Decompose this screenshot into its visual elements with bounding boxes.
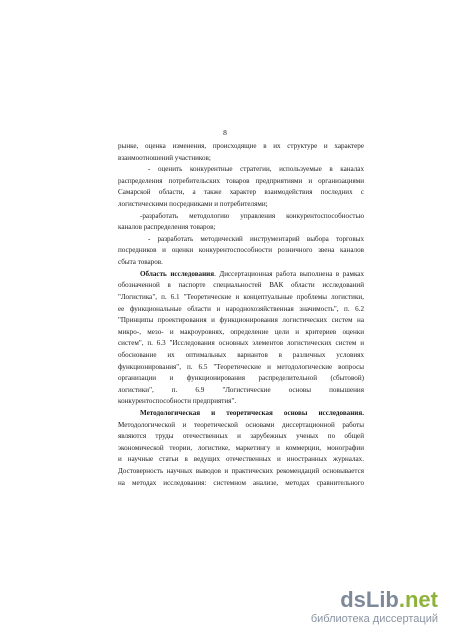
- text-line: являются труды отечественных и зарубежных ученых по общей: [118, 432, 364, 441]
- text-line: посредников и оценки конкурентоспособности розничного звена каналов: [118, 246, 364, 255]
- text-line: конкурентоспособности предприятия".: [118, 397, 237, 406]
- text-line: сбыта товаров.: [118, 258, 163, 267]
- section-heading-research-area: Область исследования: [140, 269, 215, 278]
- text-line: рынке, оценка изменения, происходящие в их структуре и характере: [118, 142, 364, 150]
- text-line: Методологической и теоретической основами диссертационной работы: [118, 420, 364, 429]
- text-line: функционирования", п. 6.5 "Теоретические и методологические вопросы: [118, 362, 364, 371]
- list-item-line: -разработать методологию управления конкурентоспособностью: [140, 211, 364, 220]
- text-line: логистики", п. 6.9 "Логистические основы повышения: [118, 385, 364, 394]
- text-line: каналов распределения товаров;: [118, 223, 216, 232]
- section-lead-line: [118, 269, 364, 281]
- text-line: распределения потребительских товаров предприятиями и организациями: [118, 176, 364, 185]
- dslib-logo: [340, 588, 438, 612]
- text-line: на методах исследования: системном анализе, методах сравнительного: [118, 478, 364, 487]
- text-line: микро-, мезо- и макроуровнях, определение цели и критериев оценки: [118, 327, 364, 336]
- text-line: "Логистика", п. 6.1 "Теоретические и концептуальные проблемы логистики,: [118, 292, 364, 301]
- text-line: логистическими посредниками и потребителями;: [118, 200, 268, 209]
- text-fragment: . Диссертационная работа выполнена в рамках: [214, 269, 364, 278]
- text-line: организации и функционирования распределительной (сбытовой): [118, 374, 364, 383]
- text-line: обозначенной в паспорте специальностей ВАК области исследований: [118, 281, 364, 290]
- text-line: экономической теории, логистике, маркетингу и коммерции, монографии: [118, 443, 364, 452]
- text-line: Достоверность научных выводов и практических рекомендаций основывается: [118, 467, 364, 476]
- section-heading-methodology: Методологическая и теоретическая основы исследования.: [140, 409, 364, 418]
- logo-main-text: dsLib: [340, 587, 399, 612]
- list-item-line: - оценить конкурентные стратегии, используемые в каналах: [148, 165, 364, 174]
- text-line: Самарской области, а также характер взаимодействия последних с: [118, 188, 364, 197]
- text-line: ее функциональные области и народнохозяйственная значимость", п. 6.2: [118, 304, 364, 313]
- logo-accent-text: .net: [398, 587, 438, 612]
- list-item-line: - разработать методический инструментарий выбора торговых: [148, 234, 364, 243]
- site-watermark: [298, 588, 438, 630]
- page-number: 8: [223, 128, 227, 137]
- text-line: взаимоотношений участников;: [118, 153, 211, 162]
- text-line: обоснование их оптимальных вариантов в различных условиях: [118, 350, 364, 359]
- text-line: и научные статьи в ведущих отечественных и иностранных журналах.: [118, 455, 364, 464]
- document-body: [118, 141, 364, 489]
- text-line: "Принципы проектирования и функционирования логистических систем на: [118, 316, 364, 325]
- text-line: систем", п. 6.3 "Исследования основных элементов логистических систем и: [118, 339, 364, 348]
- watermark-subtitle: библиотека диссертаций: [310, 613, 438, 625]
- section-lead-line: [118, 408, 364, 420]
